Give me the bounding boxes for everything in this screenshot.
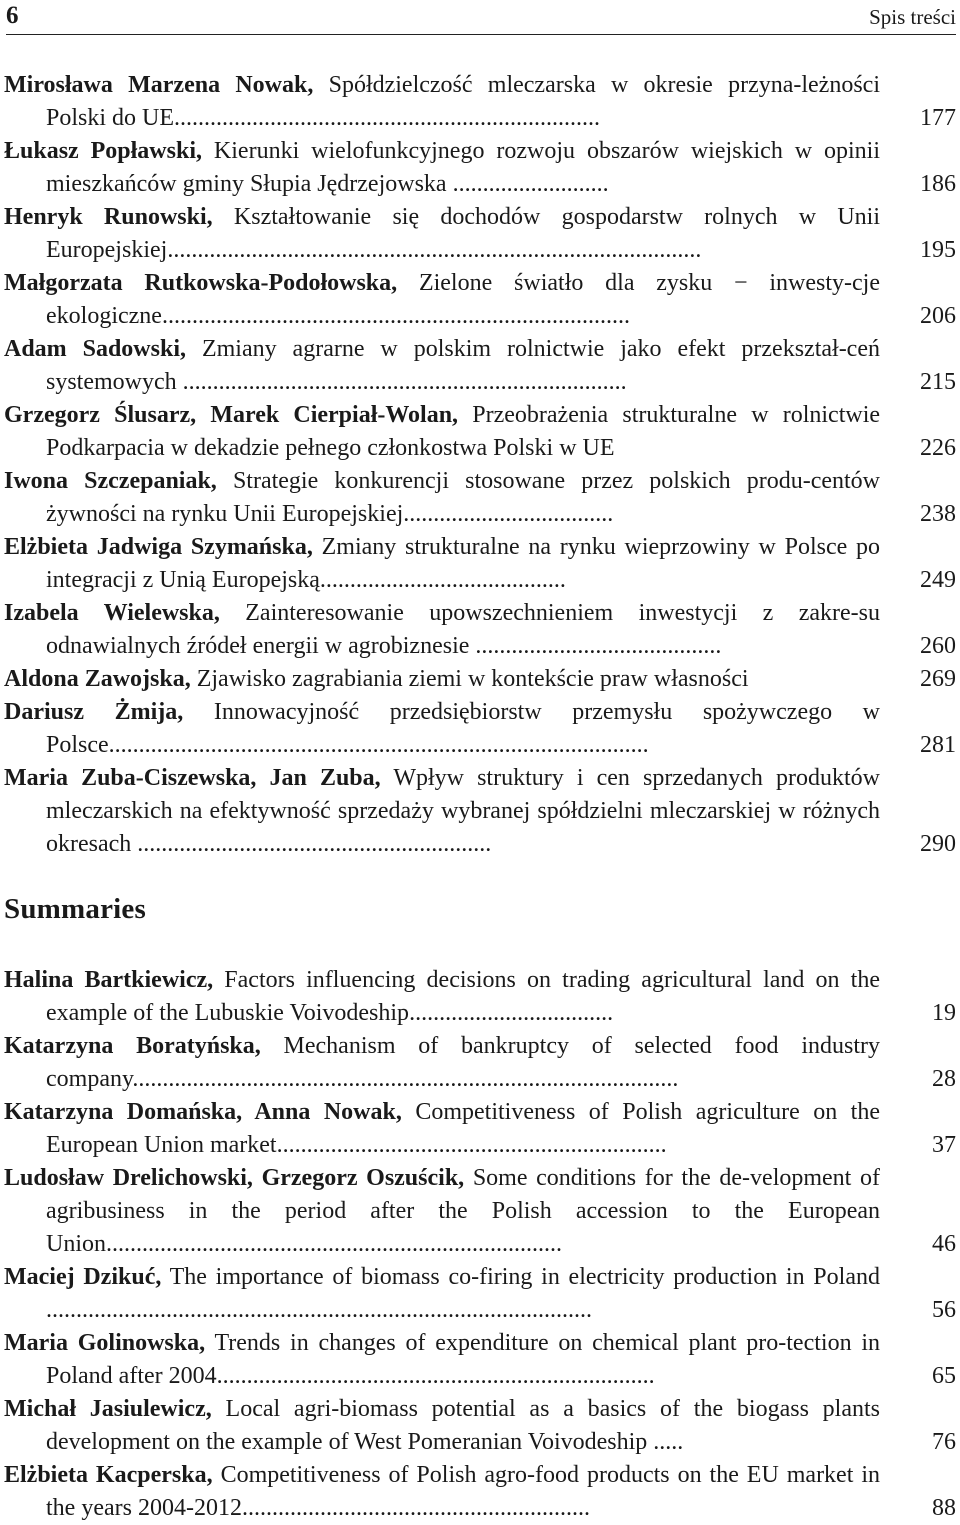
entry-authors: Michał Jasiulewicz, bbox=[4, 1396, 212, 1422]
entry-authors: Mirosława Marzena Nowak, bbox=[4, 72, 314, 98]
entry-leader-dots: ..... bbox=[647, 1429, 684, 1455]
toc-summaries-list bbox=[4, 964, 956, 1525]
toc-entry bbox=[4, 964, 956, 1030]
toc-entry-text bbox=[4, 399, 880, 465]
toc-entry bbox=[4, 1327, 956, 1393]
toc-entry-text bbox=[4, 696, 880, 762]
entry-leader-dots: .......................................................... bbox=[241, 1495, 590, 1521]
entry-leader-dots: ............................................................................ bbox=[106, 1231, 562, 1257]
toc-entry-text bbox=[4, 69, 880, 135]
entry-authors: Maria Golinowska, bbox=[4, 1330, 206, 1356]
entry-leader-dots: .......................................................................... bbox=[176, 369, 627, 395]
entry-leader-dots: ....................................................................... bbox=[174, 105, 601, 131]
entry-authors: Elżbieta Kacperska, bbox=[4, 1462, 213, 1488]
entry-page-number: 46 bbox=[932, 1231, 956, 1257]
entry-authors: Elżbieta Jadwiga Szymańska, bbox=[4, 534, 313, 560]
entry-authors: Iwona Szczepaniak, bbox=[4, 468, 217, 494]
entry-title: Trends in changes of expenditure on chemical plant pro-tection in Poland after 2004 bbox=[46, 1330, 881, 1389]
toc-entry-text bbox=[4, 597, 880, 663]
toc-entry bbox=[4, 597, 956, 663]
entry-page-number: 186 bbox=[920, 171, 956, 197]
entry-page-number: 65 bbox=[932, 1363, 956, 1389]
entry-leader-dots: .................................. bbox=[409, 1000, 614, 1026]
toc-entry bbox=[4, 1393, 956, 1459]
toc-entry bbox=[4, 762, 956, 861]
summaries-heading: Summaries bbox=[4, 893, 146, 925]
entry-page-number: 37 bbox=[932, 1132, 956, 1158]
toc-entry-text bbox=[4, 762, 880, 861]
toc-entry-text bbox=[4, 1096, 880, 1162]
entry-leader-dots: ........................................................... bbox=[131, 831, 492, 857]
entry-page-number: 226 bbox=[920, 435, 956, 461]
entry-page-number: 238 bbox=[920, 501, 956, 527]
entry-title: Zjawisko zagrabiania ziemi w kontekście praw własności bbox=[196, 666, 749, 692]
entry-page-number: 269 bbox=[920, 666, 956, 692]
entry-leader-dots: ................................................................. bbox=[276, 1132, 667, 1158]
entry-title: Wpływ struktury i cen sprzedanych produktów mleczarskich na efektywność sprzedaży wybranej spółdzielni mleczarskiej w różnych okresach bbox=[46, 765, 880, 857]
toc-entry bbox=[4, 1096, 956, 1162]
toc-entry bbox=[4, 201, 956, 267]
entry-leader-dots: ......................................................................................... bbox=[167, 237, 702, 263]
entry-authors: Halina Bartkiewicz, bbox=[4, 967, 214, 993]
entry-page-number: 290 bbox=[920, 831, 956, 857]
entry-leader-dots: ......................................................................... bbox=[216, 1363, 655, 1389]
toc-entry bbox=[4, 267, 956, 333]
entry-leader-dots: ......................................... bbox=[469, 633, 722, 659]
toc-entry-text bbox=[4, 1393, 880, 1459]
entry-page-number: 249 bbox=[920, 567, 956, 593]
entry-title: Local agri-biomass potential as a basics of the biogass plants development on the example of West Pomeranian Voivodeship bbox=[46, 1396, 881, 1455]
toc-entry-text bbox=[4, 1261, 880, 1327]
entry-page-number: 177 bbox=[920, 105, 956, 131]
entry-page-number: 215 bbox=[920, 369, 956, 395]
entry-authors: Katarzyna Domańska, Anna Nowak, bbox=[4, 1099, 402, 1125]
entry-page-number: 28 bbox=[932, 1066, 956, 1092]
entry-leader-dots: .......................... bbox=[446, 171, 609, 197]
entry-authors: Aldona Zawojska, bbox=[4, 666, 191, 692]
entry-authors: Łukasz Popławski, bbox=[4, 138, 202, 164]
entry-title: Strategie konkurencji stosowane przez polskich produ-centów żywności na rynku Unii Europejskiej bbox=[46, 468, 881, 527]
toc-entry-text bbox=[4, 1162, 880, 1261]
entry-authors: Dariusz Żmija, bbox=[4, 699, 184, 725]
entry-title: Zielone światło dla zysku − inwesty-cje ekologiczne bbox=[46, 270, 881, 329]
entry-authors: Maria Zuba-Ciszewska, Jan Zuba, bbox=[4, 765, 381, 791]
toc-entry bbox=[4, 663, 956, 696]
page-number: 6 bbox=[6, 2, 19, 29]
entry-title: Kierunki wielofunkcyjnego rozwoju obszarów wiejskich w opinii mieszkańców gminy Słupia Jędrzejowska bbox=[46, 138, 881, 197]
toc-entry-text bbox=[4, 267, 880, 333]
page-header bbox=[6, 0, 956, 35]
toc-entry bbox=[4, 1030, 956, 1096]
entry-authors: Grzegorz Ślusarz, Marek Cierpiał-Wolan, bbox=[4, 402, 459, 428]
entry-page-number: 206 bbox=[920, 303, 956, 329]
toc-entry-text bbox=[4, 135, 880, 201]
toc-entry-text bbox=[4, 964, 880, 1030]
entry-leader-dots: ................................... bbox=[403, 501, 614, 527]
entry-title: Competitiveness of Polish agriculture on the European Union market bbox=[46, 1099, 881, 1158]
entry-leader-dots: ......................................... bbox=[319, 567, 566, 593]
toc-entry bbox=[4, 531, 956, 597]
entry-authors: Małgorzata Rutkowska-Podołowska, bbox=[4, 270, 398, 296]
entry-page-number: 76 bbox=[932, 1429, 956, 1455]
entry-authors: Ludosław Drelichowski, Grzegorz Oszuścik, bbox=[4, 1165, 465, 1191]
entry-title: Zmiany strukturalne na rynku wieprzowiny w Polsce po integracji z Unią Europejską bbox=[46, 534, 881, 593]
toc-entry bbox=[4, 69, 956, 135]
toc-entry-text bbox=[4, 531, 880, 597]
toc-entry bbox=[4, 696, 956, 762]
entry-title: Some conditions for the de-velopment of agribusiness in the period after the Polish accession to the European Union bbox=[46, 1165, 880, 1257]
entry-leader-dots: .............................................................................. bbox=[161, 303, 630, 329]
toc-entry-text bbox=[4, 201, 880, 267]
toc-entry-text bbox=[4, 1030, 880, 1096]
entry-page-number: 195 bbox=[920, 237, 956, 263]
entry-title: Zainteresowanie upowszechnieniem inwestycji z zakre-su odnawialnych źródeł energii w agrobiznesie bbox=[46, 600, 880, 659]
entry-title: Kształtowanie się dochodów gospodarstw rolnych w Unii Europejskiej bbox=[46, 204, 880, 263]
entry-title: The importance of biomass co-firing in electricity production in Poland bbox=[169, 1264, 880, 1290]
entry-page-number: 88 bbox=[932, 1495, 956, 1521]
entry-page-number: 260 bbox=[920, 633, 956, 659]
entry-leader-dots: .......................................................................................... bbox=[108, 732, 649, 758]
entry-title: Zmiany agrarne w polskim rolnictwie jako efekt przekształ-ceń systemowych bbox=[46, 336, 880, 395]
entry-title: Competitiveness of Polish agro-food products on the EU market in the years 2004-2012 bbox=[46, 1462, 880, 1521]
toc-entry-text bbox=[4, 333, 880, 399]
entry-authors: Izabela Wielewska, bbox=[4, 600, 220, 626]
toc-entry bbox=[4, 465, 956, 531]
entry-page-number: 19 bbox=[932, 1000, 956, 1026]
entry-authors: Adam Sadowski, bbox=[4, 336, 186, 362]
entry-leader-dots: ........................................................................................... bbox=[46, 1297, 592, 1323]
entry-title: Factors influencing decisions on trading agricultural land on the example of the Lubuskie Voivodeship bbox=[46, 967, 881, 1026]
entry-title: Innowacyjność przedsiębiorstw przemysłu spożywczego w Polsce bbox=[46, 699, 881, 758]
entry-page-number: 281 bbox=[920, 732, 956, 758]
entry-page-number: 56 bbox=[932, 1297, 956, 1323]
toc-entry bbox=[4, 135, 956, 201]
toc-entry bbox=[4, 1162, 956, 1261]
entry-authors: Katarzyna Boratyńska, bbox=[4, 1033, 261, 1059]
running-head: Spis treści bbox=[869, 5, 956, 29]
toc-entry bbox=[4, 333, 956, 399]
toc-entry-text bbox=[4, 465, 880, 531]
entry-title: Spółdzielczość mleczarska w okresie przyna-leżności Polski do UE bbox=[46, 72, 880, 131]
toc-entry bbox=[4, 1459, 956, 1525]
entry-authors: Henryk Runowski, bbox=[4, 204, 213, 230]
toc-entry-text bbox=[4, 1459, 880, 1525]
toc-entry bbox=[4, 1261, 956, 1327]
entry-title: Mechanism of bankruptcy of selected food industry company bbox=[46, 1033, 880, 1092]
toc-entry bbox=[4, 399, 956, 465]
entry-leader-dots: ........................................................................................... bbox=[132, 1066, 679, 1092]
toc-main-list bbox=[4, 69, 956, 861]
toc-entry-text bbox=[4, 1327, 880, 1393]
toc-entry-text bbox=[4, 663, 880, 696]
entry-title: Przeobrażenia strukturalne w rolnictwie Podkarpacia w dekadzie pełnego członkostwa Polski w UE bbox=[46, 402, 881, 461]
entry-authors: Maciej Dzikuć, bbox=[4, 1264, 162, 1290]
